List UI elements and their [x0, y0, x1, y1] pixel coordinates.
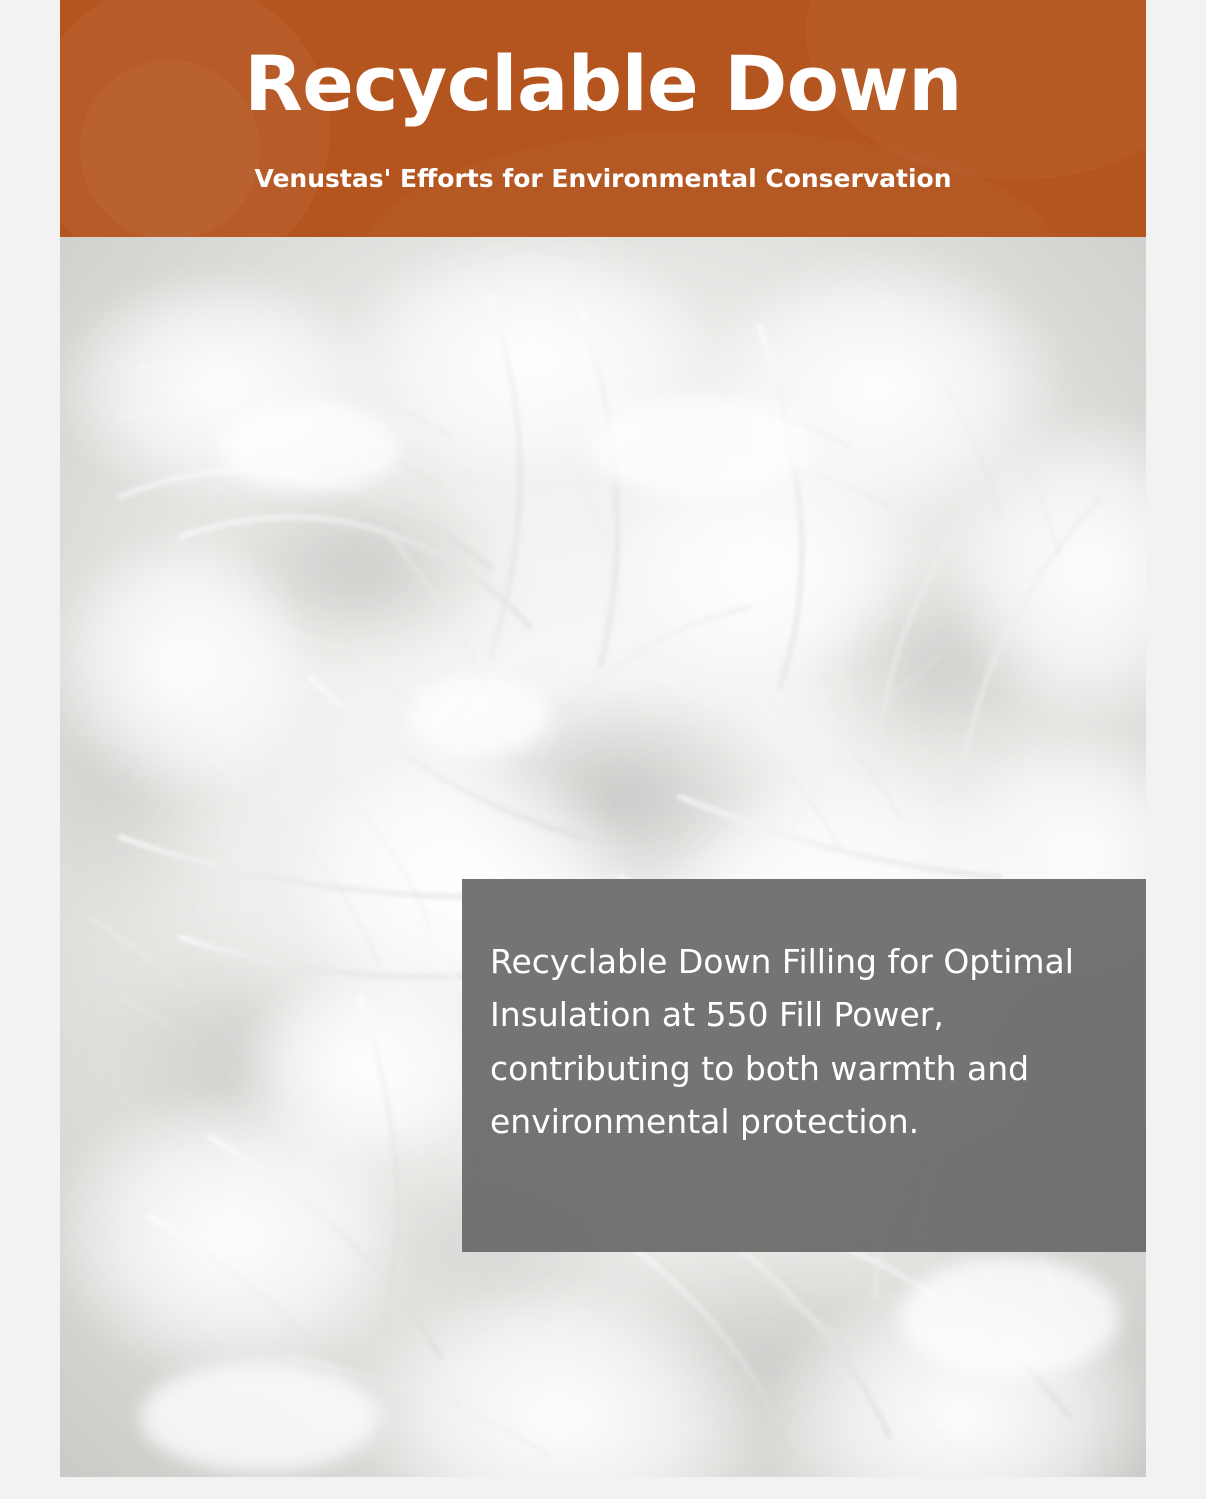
- feather-illustration: [60, 237, 1146, 1477]
- caption-text: Recyclable Down Filling for Optimal Insulation at 550 Fill Power, contributing to both warmth and environmental protection.: [490, 942, 1074, 1142]
- down-feathers-photo: [60, 237, 1146, 1477]
- page-title: Recyclable Down: [244, 39, 962, 128]
- caption-box: [462, 879, 1146, 1252]
- page-subtitle: Venustas' Efforts for Environmental Conservation: [254, 164, 952, 193]
- banner: [60, 0, 1146, 237]
